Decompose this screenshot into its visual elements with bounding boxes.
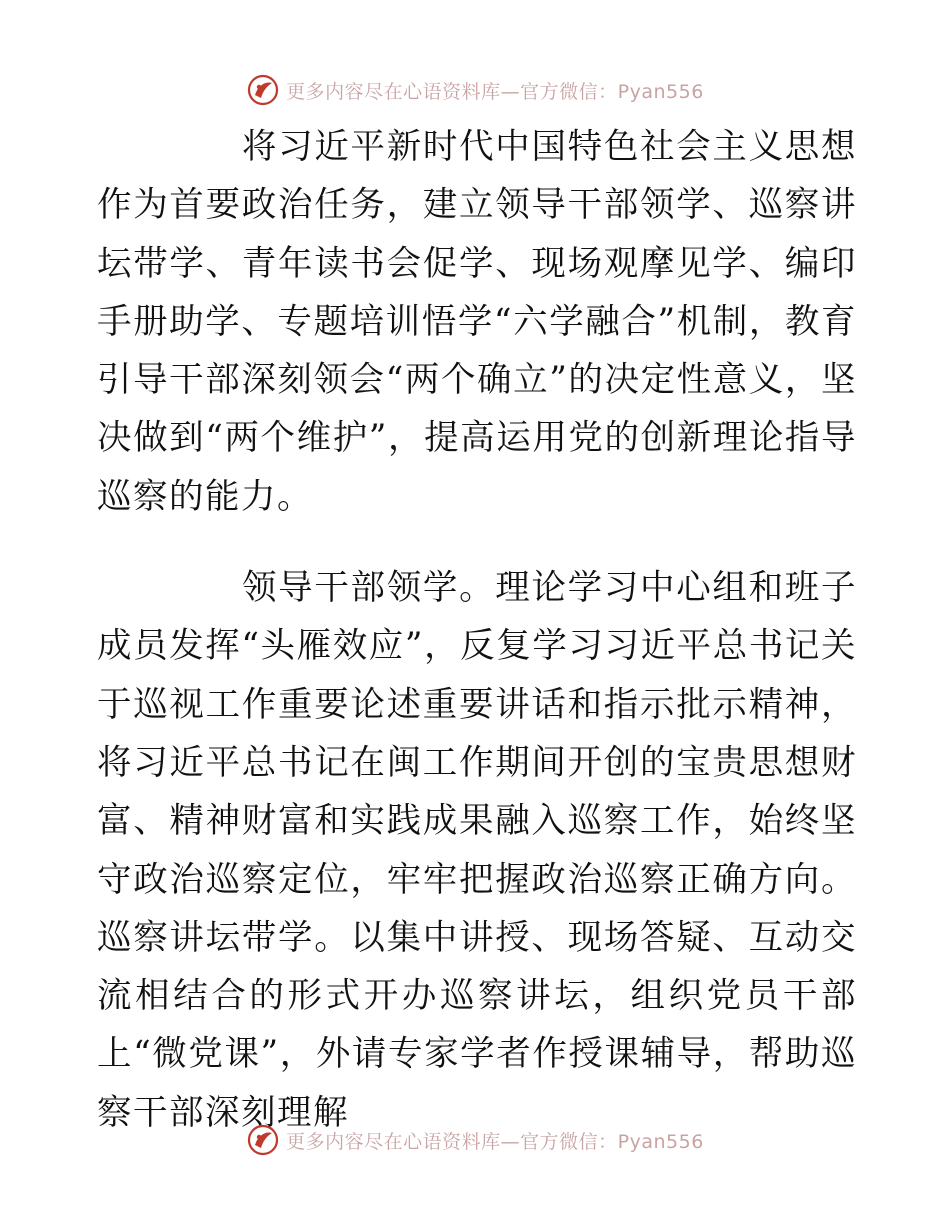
watermark-text: 更多内容尽在心语资料库—官方微信：Pyan556 [286, 80, 704, 103]
watermark-header [0, 70, 950, 110]
paragraph: 领导干部领学。理论学习中心组和班子成员发挥“头雁效应”，反复学习习近平总书记关于巡视工作重要论述重要讲话和指示批示精神，将习近平总书记在闽工作期间开创的宝贵思想财富、精神财富和实践成果融入巡察工作，始终坚守政治巡察定位，牢牢把握政治巡察正确方向。巡察讲坛带学。以集中讲授、现场答疑、互动交流相结合的形式开办巡察讲坛，组织党员干部上“微党课”，外请专家学者作授课辅导，帮助巡察干部深刻理解 [97, 568, 857, 1133]
watermark-text: 更多内容尽在心语资料库—官方微信：Pyan556 [286, 1130, 704, 1153]
watermark-logo-icon [246, 73, 280, 107]
watermark-logo-icon [246, 1123, 280, 1157]
document-body [97, 118, 857, 1142]
watermark-footer [0, 1120, 950, 1160]
paragraph: 将习近平新时代中国特色社会主义思想作为首要政治任务，建立领导干部领学、巡察讲坛带学、青年读书会促学、现场观摩见学、编印手册助学、专题培训悟学“六学融合”机制，教育引导干部深刻领会“两个确立”的决定性意义，坚决做到“两个维护”，提高运用党的创新理论指导巡察的能力。 [97, 127, 857, 517]
